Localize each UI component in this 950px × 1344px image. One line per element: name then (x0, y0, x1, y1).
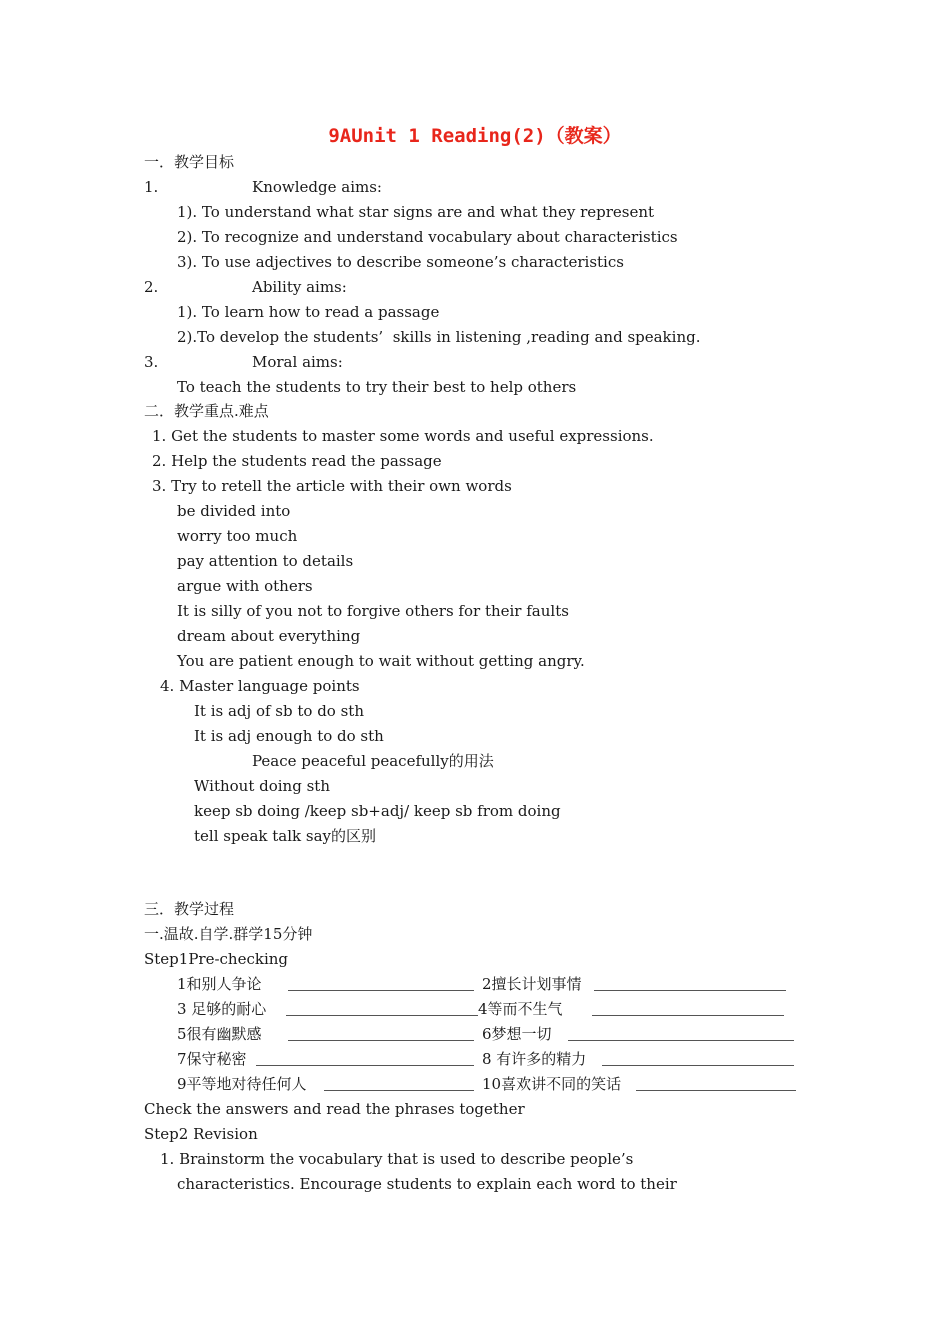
list-item: 2. Help the students read the passage (152, 452, 442, 470)
phrase-item: dream about everything (177, 627, 361, 645)
list-item: 2). To recognize and understand vocabulary about characteristics (177, 228, 678, 246)
answer-blank[interactable] (286, 1001, 478, 1016)
phrase-item: be divided into (177, 502, 291, 520)
section-heading: 二．教学重点.难点 (144, 402, 269, 420)
item-number: 3. (144, 353, 159, 371)
language-point: tell speak talk say的区别 (194, 827, 376, 845)
exercise-prompt: 10喜欢讲不同的笑话 (482, 1075, 622, 1093)
answer-blank[interactable] (256, 1051, 474, 1066)
language-point: Without doing sth (194, 777, 330, 795)
exercise-prompt: 4等而不生气 (478, 1000, 563, 1018)
phrase-item: It is silly of you not to forgive others for their faults (177, 602, 569, 620)
exercise-prompt: 5很有幽默感 (177, 1025, 262, 1043)
item-number: 2. (144, 278, 159, 296)
list-item: 3). To use adjectives to describe someone’s characteristics (177, 253, 624, 271)
exercise-prompt: 1和别人争论 (177, 975, 262, 993)
exercise-prompt: 9平等地对待任何人 (177, 1075, 307, 1093)
language-point: Peace peaceful peacefully的用法 (252, 752, 494, 770)
list-item: 1). To learn how to read a passage (177, 303, 440, 321)
list-item: 1. Get the students to master some words and useful expressions. (152, 427, 654, 445)
section-heading: 三．教学过程 (144, 900, 235, 918)
phrase-item: argue with others (177, 577, 313, 595)
list-item-continued: characteristics. Encourage students to explain each word to their (177, 1175, 677, 1193)
list-item: 3. Try to retell the article with their own words (152, 477, 512, 495)
item-number: 1. (144, 178, 159, 196)
exercise-prompt: 6梦想一切 (482, 1025, 552, 1043)
list-item: 4. Master language points (160, 677, 360, 695)
step-heading: Step1Pre-checking (144, 950, 289, 968)
exercise-prompt: 3 足够的耐心 (177, 1000, 267, 1018)
answer-blank[interactable] (288, 1026, 474, 1041)
document-title: 9AUnit 1 Reading(2)（教案） (328, 125, 622, 147)
exercise-prompt: 2擅长计划事情 (482, 975, 582, 993)
language-point: It is adj of sb to do sth (194, 702, 364, 720)
item-label: Ability aims: (252, 278, 347, 296)
answer-blank[interactable] (288, 976, 474, 991)
answer-blank[interactable] (324, 1076, 474, 1091)
instruction-text: Check the answers and read the phrases together (144, 1100, 525, 1118)
step-heading: Step2 Revision (144, 1125, 258, 1143)
subsection-heading: 一.温故.自学.群学15分钟 (144, 925, 313, 943)
answer-blank[interactable] (592, 1001, 784, 1016)
phrase-item: worry too much (177, 527, 298, 545)
phrase-item: pay attention to details (177, 552, 354, 570)
language-point: It is adj enough to do sth (194, 727, 384, 745)
item-label: Knowledge aims: (252, 178, 382, 196)
list-item: To teach the students to try their best to help others (177, 378, 577, 396)
language-point: keep sb doing /keep sb+adj/ keep sb from doing (194, 802, 561, 820)
list-item: 1. Brainstorm the vocabulary that is used to describe people’s (160, 1150, 634, 1168)
section-heading: 一．教学目标 (144, 153, 235, 171)
exercise-prompt: 8 有许多的精力 (482, 1050, 587, 1068)
answer-blank[interactable] (568, 1026, 794, 1041)
phrase-item: You are patient enough to wait without getting angry. (177, 652, 585, 670)
answer-blank[interactable] (636, 1076, 796, 1091)
item-label: Moral aims: (252, 353, 343, 371)
list-item: 1). To understand what star signs are and what they represent (177, 203, 655, 221)
exercise-prompt: 7保守秘密 (177, 1050, 247, 1068)
answer-blank[interactable] (594, 976, 786, 991)
list-item: 2).To develop the students’ skills in listening ,reading and speaking. (177, 328, 701, 346)
answer-blank[interactable] (602, 1051, 794, 1066)
